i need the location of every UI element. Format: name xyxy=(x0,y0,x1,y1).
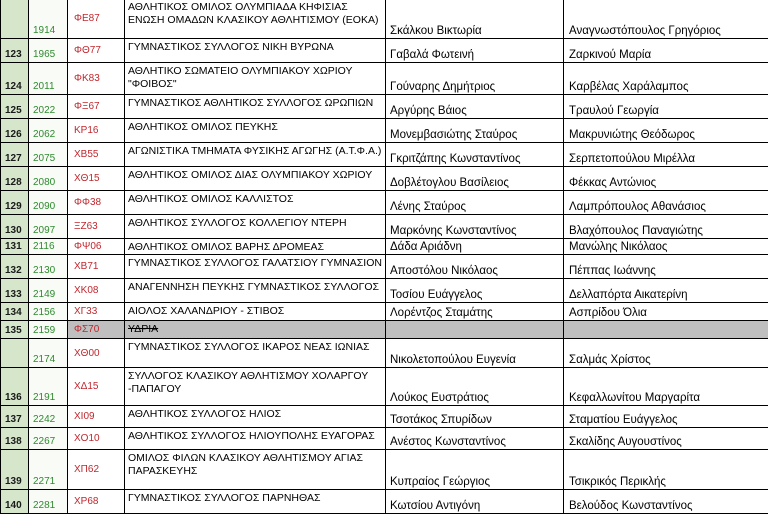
registry-code-cell: ΧΘ15 xyxy=(68,167,125,191)
club-name-cell: ΑΘΛΗΤΙΚΟΣ ΣΥΛΛΟΓΟΣ ΗΛΙΟΥΠΟΛΗΣ ΕΥΑΓΟΡΑΣ xyxy=(125,428,386,450)
table-row xyxy=(1,191,768,215)
registry-code-cell: ΧΚ08 xyxy=(68,279,125,303)
person2-cell: Ασπρίδου Όλια xyxy=(564,303,768,321)
club-name-cell: ΑΘΛΗΤΙΚΟΣ ΟΜΙΛΟΣ ΔΙΑΣ ΟΛΥΜΠΙΑΚΟΥ ΧΩΡΙΟΥ xyxy=(125,167,386,191)
table-row xyxy=(1,39,768,63)
table-row xyxy=(1,428,768,450)
person2-cell: Δελλαπόρτα Αικατερίνη xyxy=(564,279,768,303)
club-name-cell: ΓΥΜΝΑΣΤΙΚΟΣ ΣΥΛΛΟΓΟΣ ΓΑΛΑΤΣΙΟΥ ΓΥΜΝΑΣΙΟΝ xyxy=(125,255,386,279)
club-code-cell: 2080 xyxy=(29,167,68,191)
club-code-cell: 2075 xyxy=(29,143,68,167)
table-row xyxy=(1,167,768,191)
person2-cell: Φέκκας Αντώνιος xyxy=(564,167,768,191)
row-number-cell: 131 xyxy=(1,239,29,255)
person1-cell: Ανέστος Κωνσταντίνος xyxy=(386,428,564,450)
person2-cell: Τσικρικός Περικλής xyxy=(564,450,768,490)
club-code-cell: 2242 xyxy=(29,406,68,428)
club-code-cell: 2267 xyxy=(29,428,68,450)
table-row xyxy=(1,0,768,39)
row-number-cell: 137 xyxy=(1,406,29,428)
club-code-cell: 2159 xyxy=(29,321,68,339)
registry-code-cell: ΦΚ83 xyxy=(68,63,125,95)
club-code-cell: 1914 xyxy=(29,0,68,39)
club-name-cell: ΑΘΛΗΤΙΚΟ ΣΩΜΑΤΕΙΟ ΟΛΥΜΠΙΑΚΟΥ ΧΩΡΙΟΥ "ΦΟΙΒΟΣ" xyxy=(125,63,386,95)
row-number-cell: 136 xyxy=(1,368,29,406)
person1-cell: Δοβλέτογλου Βασίλειος xyxy=(386,167,564,191)
person2-cell: Σαλμάς Χρίστος xyxy=(564,339,768,368)
club-name-cell-struck: ΥΔΡΙΑ xyxy=(125,321,386,339)
club-name-cell: ΣΥΛΛΟΓΟΣ ΚΛΑΣΙΚΟΥ ΑΘΛΗΤΙΣΜΟΥ ΧΟΛΑΡΓΟΥ -ΠΑΠΑΓΟΥ xyxy=(125,368,386,406)
registry-code-cell: ΧΔ15 xyxy=(68,368,125,406)
person1-cell: Σκάλκου Βικτωρία xyxy=(386,0,564,39)
person2-cell: Πέππας Ιωάννης xyxy=(564,255,768,279)
person1-cell: Τσοτάκος Σπυρίδων xyxy=(386,406,564,428)
person2-cell: Κεφαλλωνίτου Μαργαρίτα xyxy=(564,368,768,406)
person1-cell: Λένης Σταύρος xyxy=(386,191,564,215)
table-row xyxy=(1,490,768,514)
club-code-cell: 1965 xyxy=(29,39,68,63)
table-row xyxy=(1,95,768,119)
registry-code-cell: ΧΟ10 xyxy=(68,428,125,450)
registry-code-cell: ΦΕ87 xyxy=(68,0,125,39)
club-name-cell: ΑΘΛΗΤΙΚΟΣ ΟΜΙΛΟΣ ΚΑΛΛΙΣΤΟΣ xyxy=(125,191,386,215)
person2-cell: Αναγνωστόπουλος Γρηγόριος xyxy=(564,0,768,39)
registry-code-cell: ΧΒ55 xyxy=(68,143,125,167)
row-number-cell: 140 xyxy=(1,490,29,514)
club-name-cell: ΓΥΜΝΑΣΤΙΚΟΣ ΣΥΛΛΟΓΟΣ ΙΚΑΡΟΣ ΝΕΑΣ ΙΩΝΙΑΣ xyxy=(125,339,386,368)
club-name-cell: ΑΓΩΝΙΣΤΙΚΑ ΤΜΗΜΑΤΑ ΦΥΣΙΚΗΣ ΑΓΩΓΗΣ (Α.Τ.Φ.Α.) xyxy=(125,143,386,167)
row-number-cell: 126 xyxy=(1,119,29,143)
table-row xyxy=(1,368,768,406)
person1-cell: Γκριτζάπης Κωνσταντίνος xyxy=(386,143,564,167)
person2-cell: Λαμπρόπουλος Αθανάσιος xyxy=(564,191,768,215)
person1-cell: Γούναρης Δημήτριος xyxy=(386,63,564,95)
person2-cell: Σταματίου Ευάγγελος xyxy=(564,406,768,428)
person1-cell: Κυπραίος Γεώργιος xyxy=(386,450,564,490)
person1-cell: Λούκος Ευστράτιος xyxy=(386,368,564,406)
club-code-cell: 2281 xyxy=(29,490,68,514)
table-row xyxy=(1,215,768,239)
row-number-cell: 123 xyxy=(1,39,29,63)
registry-code-cell: ΦΞ67 xyxy=(68,95,125,119)
registry-code-cell: ΧΙ09 xyxy=(68,406,125,428)
row-number-cell: 125 xyxy=(1,95,29,119)
table-row xyxy=(1,279,768,303)
club-name-cell: ΟΜΙΛΟΣ ΦΙΛΩΝ ΚΛΑΣΙΚΟΥ ΑΘΛΗΤΙΣΜΟΥ ΑΓΙΑΣ ΠΑΡΑΣΚΕΥΗΣ xyxy=(125,450,386,490)
row-number-cell xyxy=(1,339,29,368)
registry-code-cell: ΦΣ70 xyxy=(68,321,125,339)
club-code-cell: 2174 xyxy=(29,339,68,368)
table-row xyxy=(1,119,768,143)
person2-cell: Μακρυνιώτης Θεόδωρος xyxy=(564,119,768,143)
club-code-cell: 2191 xyxy=(29,368,68,406)
table-row xyxy=(1,143,768,167)
person2-cell: Σερπετοπούλου Μιρέλλα xyxy=(564,143,768,167)
person2-cell: Τραυλού Γεωργία xyxy=(564,95,768,119)
club-code-cell: 2156 xyxy=(29,303,68,321)
club-name-cell: ΓΥΜΝΑΣΤΙΚΟΣ ΣΥΛΛΟΓΟΣ ΝΙΚΗ ΒΥΡΩΝΑ xyxy=(125,39,386,63)
table-row xyxy=(1,406,768,428)
person1-cell: Μαρκόνης Κωνσταντίνος xyxy=(386,215,564,239)
club-name-cell: ΑΘΛΗΤΙΚΟΣ ΟΜΙΛΟΣ ΠΕΥΚΗΣ xyxy=(125,119,386,143)
registry-code-cell: ΚΡ16 xyxy=(68,119,125,143)
table-row xyxy=(1,303,768,321)
person2-cell: Μανώλης Νικόλαος xyxy=(564,239,768,255)
person1-cell: Κωτσίου Αντιγόνη xyxy=(386,490,564,514)
person1-cell: Νικολετοπούλου Ευγενία xyxy=(386,339,564,368)
table-row xyxy=(1,450,768,490)
club-code-cell: 2130 xyxy=(29,255,68,279)
registry-code-cell: ΞΖ63 xyxy=(68,215,125,239)
club-name-cell: ΑΘΛΗΤΙΚΟΣ ΟΜΙΛΟΣ ΟΛΥΜΠΙΑΔΑ ΚΗΦΙΣΙΑΣ ΕΝΩΣΗ ΟΜΑΔΩΝ ΚΛΑΣΙΚΟΥ ΑΘΛΗΤΙΣΜΟΥ (ΕΟΚΑ) xyxy=(125,0,386,39)
registry-code-cell: ΧΘ00 xyxy=(68,339,125,368)
person1-cell: Αποστόλου Νικόλαος xyxy=(386,255,564,279)
table-row xyxy=(1,239,768,255)
person2-cell: Βλαχόπουλος Παναγιώτης xyxy=(564,215,768,239)
table-row xyxy=(1,63,768,95)
row-number-cell: 139 xyxy=(1,450,29,490)
registry-code-cell: ΦΘ77 xyxy=(68,39,125,63)
row-number-cell: 138 xyxy=(1,428,29,450)
club-name-cell: ΓΥΜΝΑΣΤΙΚΟΣ ΑΘΛΗΤΙΚΟΣ ΣΥΛΛΟΓΟΣ ΩΡΩΠΙΩΝ xyxy=(125,95,386,119)
club-name-cell: ΑΘΛΗΤΙΚΟΣ ΣΥΛΛΟΓΟΣ ΗΛΙΟΣ xyxy=(125,406,386,428)
person1-cell: Τοσίου Ευάγγελος xyxy=(386,279,564,303)
club-code-cell: 2062 xyxy=(29,119,68,143)
club-code-cell: 2097 xyxy=(29,215,68,239)
club-code-cell: 2149 xyxy=(29,279,68,303)
club-code-cell: 2022 xyxy=(29,95,68,119)
person1-cell: Αργύρης Βάιος xyxy=(386,95,564,119)
person1-cell: Μονεμβασιώτης Σταύρος xyxy=(386,119,564,143)
registry-code-cell: ΧΒ71 xyxy=(68,255,125,279)
club-code-cell: 2011 xyxy=(29,63,68,95)
person1-cell xyxy=(386,321,564,339)
row-number-cell: 134 xyxy=(1,303,29,321)
row-number-cell: 132 xyxy=(1,255,29,279)
row-number-cell: 128 xyxy=(1,167,29,191)
table-row xyxy=(1,255,768,279)
person2-cell: Ζαρκινού Μαρία xyxy=(564,39,768,63)
table-row-greyed xyxy=(1,321,768,339)
row-number-cell: 127 xyxy=(1,143,29,167)
person2-cell: Καρβέλας Χαράλαμπος xyxy=(564,63,768,95)
row-number-cell: 135 xyxy=(1,321,29,339)
row-number-cell: 124 xyxy=(1,63,29,95)
club-name-cell: ΑΘΛΗΤΙΚΟΣ ΟΜΙΛΟΣ ΒΑΡΗΣ ΔΡΟΜΕΑΣ xyxy=(125,239,386,255)
person2-cell: Βελούδος Κωνσταντίνος xyxy=(564,490,768,514)
row-number-cell: 129 xyxy=(1,191,29,215)
club-code-cell: 2116 xyxy=(29,239,68,255)
club-name-cell: ΑΙΟΛΟΣ ΧΑΛΑΝΔΡΙΟΥ - ΣΤΙΒΟΣ xyxy=(125,303,386,321)
row-number-cell: 133 xyxy=(1,279,29,303)
person1-cell: Λορέντζος Σταμάτης xyxy=(386,303,564,321)
row-number-cell xyxy=(1,0,29,39)
person1-cell: Δάδα Αριάδνη xyxy=(386,239,564,255)
club-name-cell: ΑΝΑΓΕΝΝΗΣΗ ΠΕΥΚΗΣ ΓΥΜΝΑΣΤΙΚΟΣ ΣΥΛΛΟΓΟΣ xyxy=(125,279,386,303)
club-code-cell: 2090 xyxy=(29,191,68,215)
registry-code-cell: ΧΓ33 xyxy=(68,303,125,321)
row-number-cell: 130 xyxy=(1,215,29,239)
person2-cell: Σκαλίδης Αυγουστίνος xyxy=(564,428,768,450)
club-name-cell: ΑΘΛΗΤΙΚΟΣ ΣΥΛΛΟΓΟΣ ΚΟΛΛΕΓΙΟΥ ΝΤΕΡΗ xyxy=(125,215,386,239)
registry-code-cell: ΧΠ62 xyxy=(68,450,125,490)
person2-cell xyxy=(564,321,768,339)
table-row xyxy=(1,339,768,368)
registry-code-cell: ΦΦ38 xyxy=(68,191,125,215)
registry-code-cell: ΦΨ06 xyxy=(68,239,125,255)
club-code-cell: 2271 xyxy=(29,450,68,490)
person1-cell: Γαβαλά Φωτεινή xyxy=(386,39,564,63)
club-name-cell: ΓΥΜΝΑΣΤΙΚΟΣ ΣΥΛΛΟΓΟΣ ΠΑΡΝΗΘΑΣ xyxy=(125,490,386,514)
registry-code-cell: ΧΡ68 xyxy=(68,490,125,514)
